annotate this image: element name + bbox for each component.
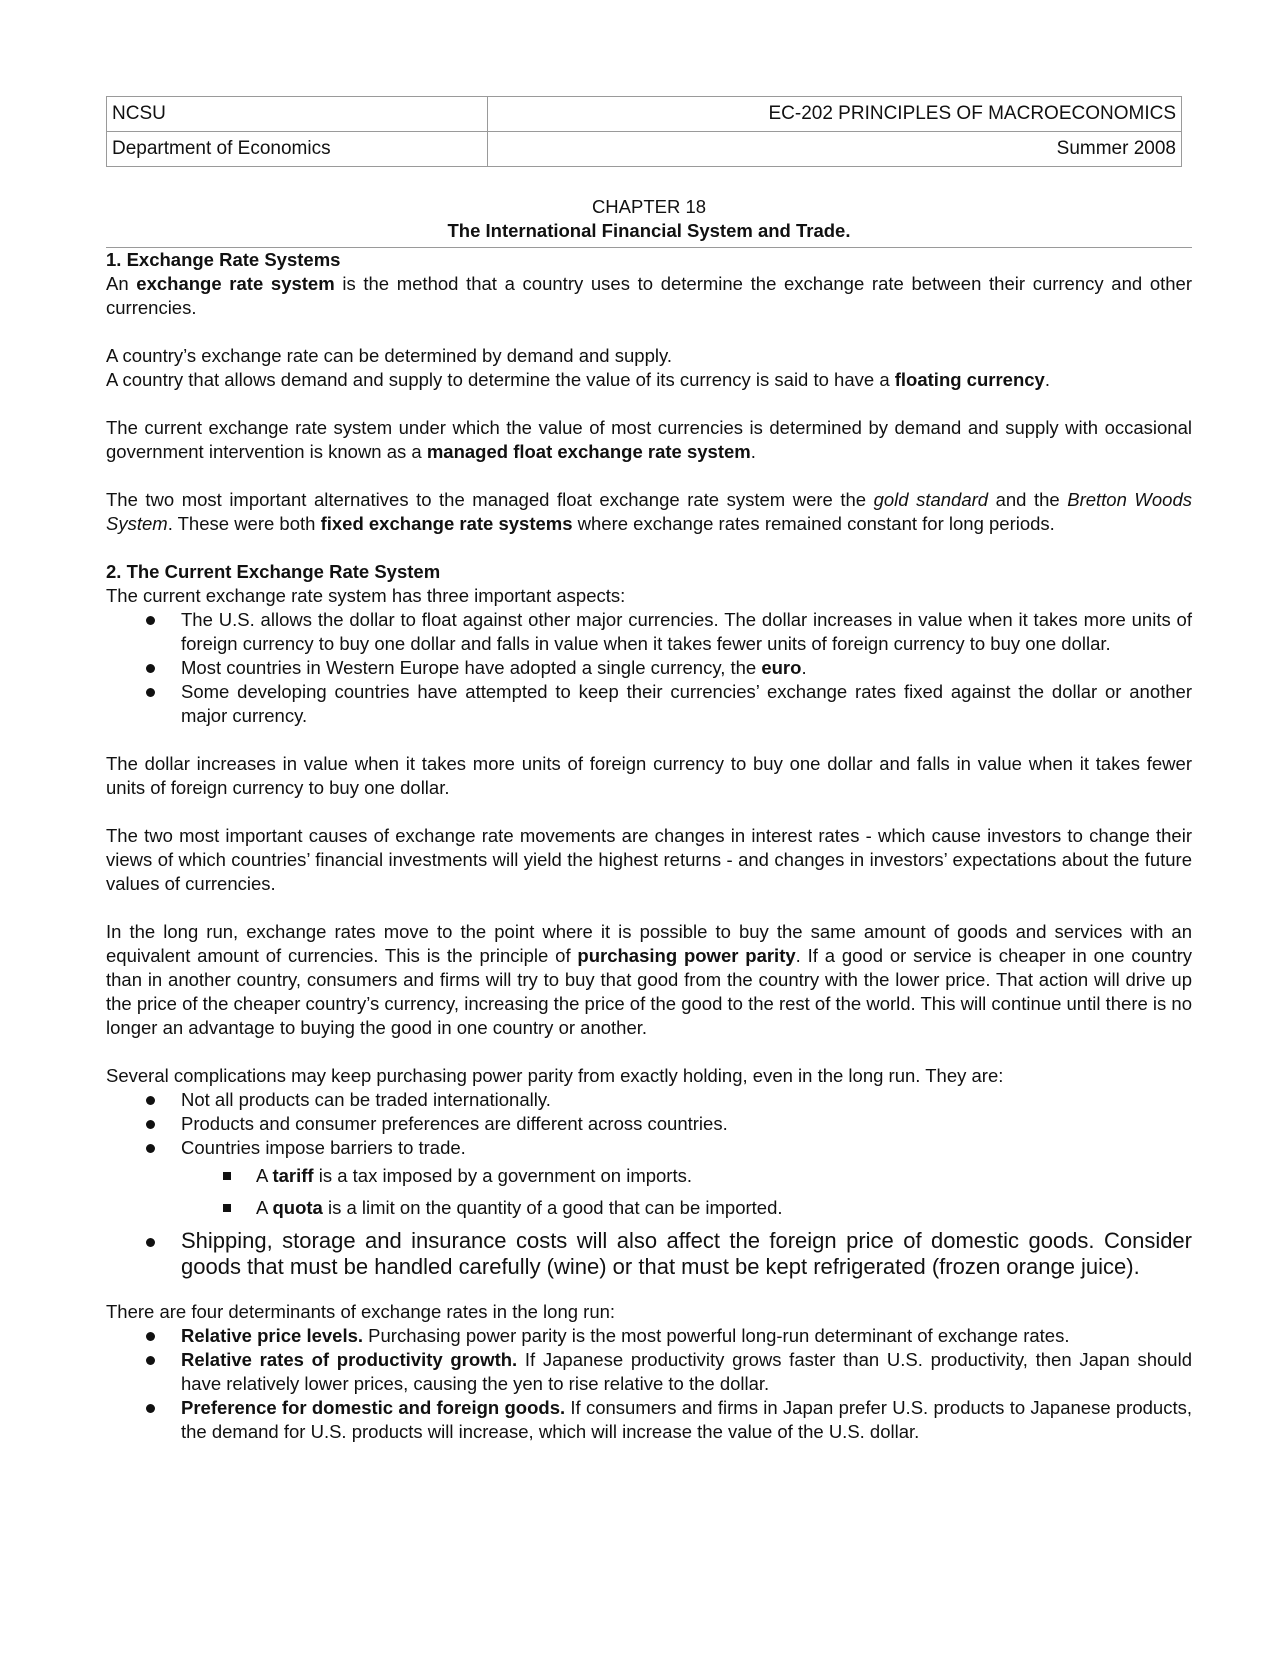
paragraph: There are four determinants of exchange rates in the long run: bbox=[106, 1301, 616, 1322]
paragraph bbox=[106, 920, 1192, 1040]
chapter-title: The International Financial System and Trade. bbox=[447, 220, 851, 241]
list-item: Not all products can be traded internationally. bbox=[181, 1088, 1192, 1112]
course-header-table bbox=[106, 96, 1182, 167]
bullet-list bbox=[106, 1088, 1192, 1160]
sub-list-item bbox=[256, 1164, 1192, 1188]
text-run: and the bbox=[988, 489, 1068, 510]
text-run: The current exchange rate system under which the value of most currencies is determined by demand and supply with occasional government intervention is known as a bbox=[106, 417, 1192, 462]
bold-term: euro bbox=[761, 657, 802, 678]
text-run: A country that allows demand and supply to determine the value of its currency is said to have a bbox=[106, 369, 895, 390]
paragraph: Several complications may keep purchasing power parity from exactly holding, even in the long run. They are: bbox=[106, 1065, 1004, 1086]
text-run: is a limit on the quantity of a good that can be imported. bbox=[322, 1197, 783, 1218]
term-cell: Summer 2008 bbox=[487, 132, 1181, 167]
bullet-list bbox=[106, 608, 1192, 728]
text-run: . bbox=[1044, 369, 1050, 390]
paragraph: A country’s exchange rate can be determined by demand and supply. bbox=[106, 345, 672, 366]
bold-term: managed float exchange rate system bbox=[426, 441, 751, 462]
paragraph bbox=[106, 416, 1192, 464]
section-title: 2. The Current Exchange Rate System bbox=[106, 561, 441, 582]
list-item: Products and consumer preferences are different across countries. bbox=[181, 1112, 1192, 1136]
text-run: . If a good or service is cheaper in one country than in another country, consumers and firms will try to buy that good from the country with the lower price. That action will drive up the price of the cheaper country’s currency, increasing the price of the good to the rest of the world. This will continue until there is no longer an advantage to buying the good in one country or another. bbox=[106, 945, 1192, 1038]
text-run: A bbox=[256, 1165, 273, 1186]
paragraph: The current exchange rate system has three important aspects: bbox=[106, 585, 626, 606]
bullet-list bbox=[106, 1228, 1192, 1280]
list-item: The U.S. allows the dollar to float against other major currencies. The dollar increases in value when it takes more units of foreign currency to buy one dollar and falls in value when it takes fewer units of foreign currency to buy one dollar. bbox=[181, 609, 1192, 654]
list-item bbox=[181, 1324, 1192, 1348]
chapter-number: CHAPTER 18 bbox=[591, 196, 707, 217]
text-run: is a tax imposed by a government on imports. bbox=[313, 1165, 692, 1186]
bold-term: Preference for domestic and foreign goods. bbox=[181, 1397, 566, 1418]
bold-term: exchange rate system bbox=[136, 273, 335, 294]
bold-term: floating currency bbox=[894, 369, 1045, 390]
text-run: Most countries in Western Europe have adopted a single currency, the bbox=[181, 657, 762, 678]
list-item: Countries impose barriers to trade. bbox=[181, 1136, 1192, 1160]
course-title-cell: EC-202 PRINCIPLES OF MACROECONOMICS bbox=[487, 97, 1181, 132]
bold-term: fixed exchange rate systems bbox=[320, 513, 573, 534]
text-run: An bbox=[106, 273, 137, 294]
bold-term: Relative price levels. bbox=[181, 1325, 364, 1346]
list-item: Shipping, storage and insurance costs will also affect the foreign price of domestic goods. Consider goods that must be handled carefully (wine) or that must be kept refrigerated (frozen orange juice). bbox=[181, 1228, 1192, 1279]
list-item bbox=[181, 1348, 1192, 1396]
header-row bbox=[107, 97, 1182, 132]
paragraph bbox=[106, 272, 1192, 320]
chapter-heading bbox=[106, 195, 1192, 243]
bullet-list bbox=[106, 1324, 1192, 1444]
bold-term: purchasing power parity bbox=[577, 945, 796, 966]
header-row bbox=[107, 132, 1182, 167]
institution-cell: NCSU bbox=[107, 97, 488, 132]
bold-term: Relative rates of productivity growth. bbox=[181, 1349, 518, 1370]
sub-list-item bbox=[256, 1196, 1192, 1220]
text-run: In the long run, exchange rates move to the point where it is possible to buy the same amount of goods and services with an equivalent amount of currencies. This is the principle of bbox=[106, 921, 1192, 966]
text-run: . bbox=[750, 441, 756, 462]
text-run: where exchange rates remained constant for long periods. bbox=[572, 513, 1055, 534]
paragraph bbox=[106, 368, 1192, 392]
bold-term: quota bbox=[272, 1197, 323, 1218]
list-item bbox=[181, 656, 1192, 680]
paragraph bbox=[106, 488, 1192, 536]
list-item: Some developing countries have attempted to keep their currencies’ exchange rates fixed against the dollar or another major currency. bbox=[181, 681, 1192, 726]
document-page bbox=[106, 96, 1192, 1444]
text-run: is the method that a country uses to determine the exchange rate between their currency and other currencies. bbox=[106, 273, 1192, 318]
paragraph: The dollar increases in value when it takes more units of foreign currency to buy one dollar and falls in value when it takes fewer units of foreign currency to buy one dollar. bbox=[106, 753, 1192, 798]
text-run: If Japanese productivity grows faster than U.S. productivity, then Japan should have relatively lower prices, causing the yen to rise relative to the dollar. bbox=[181, 1349, 1192, 1394]
italic-term: gold standard bbox=[873, 489, 989, 510]
paragraph: The two most important causes of exchange rate movements are changes in interest rates - which cause investors to change their views of which countries’ financial investments will yield the highest returns - and changes in investors’ expectations about the future values of currencies. bbox=[106, 825, 1192, 894]
text-run: . These were both bbox=[167, 513, 321, 534]
text-run: The two most important alternatives to the managed float exchange rate system were the bbox=[106, 489, 874, 510]
department-cell: Department of Economics bbox=[107, 132, 488, 167]
italic-term: Bretton Woods System bbox=[106, 489, 1192, 534]
text-run: If consumers and firms in Japan prefer U.S. products to Japanese products, the demand for U.S. products will increase, which will increase the value of the U.S. dollar. bbox=[181, 1397, 1193, 1442]
text-run: Purchasing power parity is the most powerful long-run determinant of exchange rates. bbox=[363, 1325, 1070, 1346]
text-run: A bbox=[256, 1197, 273, 1218]
section-title: 1. Exchange Rate Systems bbox=[106, 249, 341, 270]
text-run: . bbox=[801, 657, 807, 678]
bold-term: tariff bbox=[272, 1165, 314, 1186]
list-item bbox=[181, 1396, 1192, 1444]
sub-bullet-list bbox=[106, 1164, 1192, 1220]
